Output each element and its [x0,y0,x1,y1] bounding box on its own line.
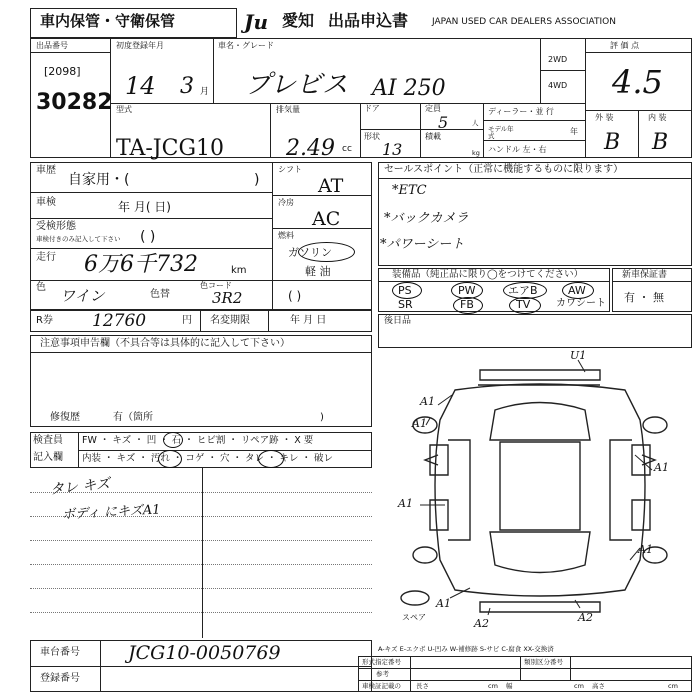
acceptance-label: 受検形態 [36,221,76,232]
sales-point-camera: *バックカメラ [384,211,469,226]
repair-close: ) [320,412,324,423]
drive-4wd: 4WD [548,81,568,90]
load-label: 積載 [425,132,441,141]
equipment-label: 装備品（純正品に限り◯をつけてください） [392,269,584,280]
km-unit: km [231,265,247,276]
yen-unit: 円 [182,315,192,326]
color-change-label: 色替 [150,289,170,300]
grade: AI 250 [372,76,446,101]
mark-a1-rear-right: A1 [638,543,653,556]
ju-logo: Ju [244,10,269,34]
lot-label: 出品番号 [36,41,68,50]
damage-legend: A-キズ E-エクボ U-凹み W-補修跡 S-サビ C-腐食 XX-交換済 [378,645,554,653]
cooler-label: 冷房 [278,198,294,207]
category-number-label: 類別区分番号 [524,658,563,666]
equip-fb: FB [460,298,474,311]
person-unit: 人 [472,119,479,127]
lot-sub-number: [2098] [44,65,81,78]
handle-label: ハンドル 左・右 [488,145,547,154]
model-year-label: モデル年式 [488,125,514,140]
fw-row: FW ・ キズ ・ 凹 ・ 石 ・ ヒビ割 ・ リペア跡 ・ X 要 [82,435,314,446]
shift-value: AT [318,175,344,197]
inspection-value: 年 月( 日) [118,200,171,214]
repair-value: 有（箇所 [113,412,153,423]
inspector-label: 検査員 [33,435,63,446]
color-value: ワイン [60,287,105,305]
fuel-parens: ( ) [288,289,302,303]
acceptance-note: 車検付きのみ記入して下さい [36,235,121,243]
mileage-label: 走行 [36,252,56,263]
sales-point-powerseat: *パワーシート [380,237,465,252]
association-name: JAPAN USED CAR DEALERS ASSOCIATION [432,17,616,27]
r-ticket-label: R券 [36,315,53,326]
form-number-label: 形式指定番号 [362,658,401,666]
mark-a1-right-door: A1 [654,461,669,474]
type-code: TA-JCG10 [116,136,225,161]
interior-grade: B [652,130,669,155]
score-value: 4.5 [612,63,663,101]
fuel-label: 燃料 [278,231,294,240]
chassis-label: 車台番号 [40,647,80,658]
mark-a1-left-door: A1 [398,497,413,510]
shift-label: シフト [278,165,302,174]
first-reg-month: 3 [180,74,194,99]
history-label: 車歴 [36,165,56,176]
equip-ps: PS [398,284,412,297]
year-unit: 年 [570,127,578,136]
r-ticket-value: 12760 [92,311,147,331]
shape-label: 形状 [364,132,380,141]
score-label: 評 価 点 [610,41,640,50]
warranty-label: 新車保証書 [622,270,668,280]
repair-label: 修復歴 [50,412,80,423]
shape-value: 13 [382,140,403,159]
capacity-label: 定員 [425,104,441,113]
acceptance-parens: ( ) [140,229,156,245]
sales-points-label: セールスポイント（正常に機能するものに限ります） [384,164,624,175]
sales-point-etc: *ETC [392,183,427,198]
displacement: 2.49 [286,136,335,161]
width-unit: cm [574,682,584,690]
reg-serial-label: 車検証記載の [362,682,401,690]
form-title: 出品申込書 [328,11,409,30]
color-code-value: 3R2 [212,289,243,307]
mileage-value: 6万6千732 [84,252,198,277]
height-label: 高さ [592,682,605,690]
storage-label: 車内保管・守衛保管 [40,12,176,30]
dealer-label: ディーラー・並 行 [488,107,554,116]
handwritten-note-2: ボディ にキズA1 [61,502,161,523]
org-name: 愛知 [282,11,315,30]
equip-aw: AW [568,284,586,297]
first-reg-year: 14 [125,72,156,100]
mark-a2-bumper-left: A2 [474,617,489,630]
inspection-label: 車検 [36,197,56,208]
history-value: 自家用・( [68,172,130,188]
first-reg-label: 初度登録年月 [116,41,164,50]
exterior-label: 外 装 [595,113,614,122]
equip-tv: TV [516,298,531,311]
interior-label: 内 装 [648,113,667,122]
spare-label: スペア [402,613,426,622]
mark-a1-front-left: A1 [420,395,435,408]
lot-number: 30282 [36,90,113,115]
displacement-label: 排気量 [276,105,300,114]
rear-label: 後日品 [384,316,412,326]
mark-a1-front-wheel: A1 [412,417,427,430]
model-label: 車名・グレード [218,41,274,50]
warranty-values: 有 ・ 無 [624,291,664,304]
declaration-label: 注意事項申告欄（不具合等は具体的に記入して下さい） [40,338,290,349]
length-label: 長さ [416,682,429,690]
equip-sr: SR [398,298,413,311]
capacity-value: 5 [438,113,449,132]
fuel-gas: ガソリン [288,246,332,259]
chassis-number: JCG10-0050769 [128,642,281,664]
color-code-label: 色コード [200,281,232,290]
cooler-value: AC [312,208,341,230]
color-label: 色 [36,282,46,293]
equip-kawaseat: カワシート [556,298,606,309]
month-unit: 月 [200,87,210,97]
reference-label: 参考 [376,670,389,678]
drive-2wd: 2WD [548,55,568,64]
kg-unit: kg [472,149,480,157]
entry-label: 記入欄 [33,452,63,463]
mark-a1-rear-left: A1 [436,597,451,610]
deadline-label: 名変期限 [210,315,250,326]
fuel-diesel: 軽 油 [305,265,331,278]
handwritten-note-1: タレ キズ [49,475,111,499]
history-close: ) [254,172,260,188]
doors-label: ドア [364,104,380,113]
equip-airbag: エアB [508,284,538,297]
height-unit: cm [668,682,678,690]
interior-row: 内装 ・ キズ ・ 汚れ ・ コゲ ・ 穴 ・ タレ ・ キレ ・ 破レ [82,453,333,464]
model-name: プレビス [245,70,348,100]
reg-label: 登録番号 [40,673,80,684]
deadline-value: 年 月 日 [290,315,327,326]
exterior-grade: B [604,130,621,155]
mark-u1: U1 [570,349,587,362]
length-unit: cm [488,682,498,690]
width-label: 幅 [506,682,513,690]
equip-pw: PW [458,284,476,297]
type-label: 型式 [116,105,132,114]
mark-a2-bumper-right: A2 [578,611,593,624]
cc-unit: cc [342,144,352,154]
